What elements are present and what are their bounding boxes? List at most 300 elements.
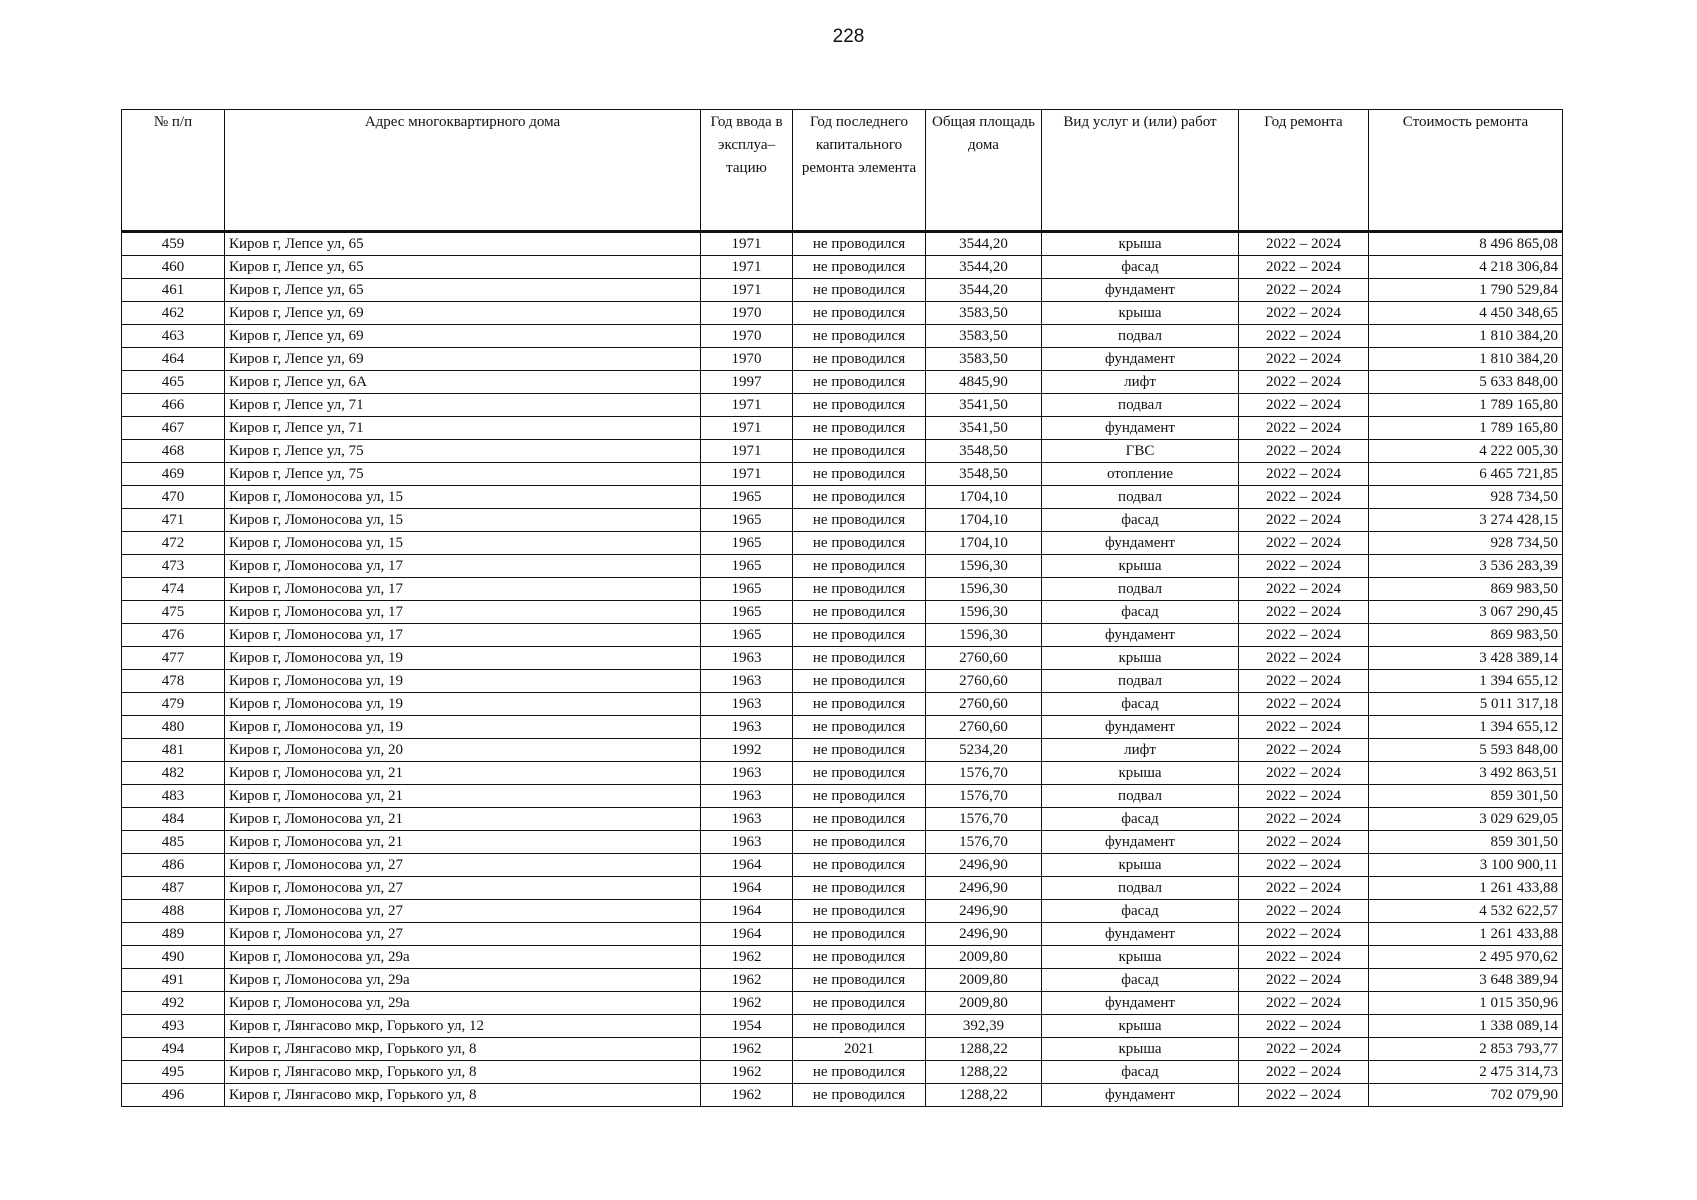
table-body: [122, 232, 1563, 1107]
table-row: [122, 808, 1563, 831]
cell-repair-cost: 5 593 848,00: [1369, 739, 1563, 762]
cell-address: Киров г, Ломоносова ул, 17: [225, 555, 701, 578]
cell-commission-year: 1962: [701, 1061, 793, 1084]
cell-repair-cost: 1 790 529,84: [1369, 279, 1563, 302]
cell-total-area: 2009,80: [926, 946, 1042, 969]
cell-num: 473: [122, 555, 225, 578]
cell-num: 472: [122, 532, 225, 555]
table-row: [122, 785, 1563, 808]
cell-num: 491: [122, 969, 225, 992]
cell-repair-cost: 4 218 306,84: [1369, 256, 1563, 279]
cell-address: Киров г, Ломоносова ул, 29а: [225, 946, 701, 969]
cell-repair-period: 2022 – 2024: [1239, 969, 1369, 992]
cell-address: Киров г, Лянгасово мкр, Горького ул, 8: [225, 1061, 701, 1084]
cell-total-area: 2760,60: [926, 693, 1042, 716]
header-work-type: Вид услуг и (или) работ: [1042, 110, 1239, 232]
cell-total-area: 2496,90: [926, 923, 1042, 946]
cell-repair-period: 2022 – 2024: [1239, 509, 1369, 532]
cell-total-area: 3583,50: [926, 348, 1042, 371]
table-row: [122, 1084, 1563, 1107]
cell-repair-cost: 3 100 900,11: [1369, 854, 1563, 877]
cell-commission-year: 1971: [701, 394, 793, 417]
cell-commission-year: 1971: [701, 440, 793, 463]
cell-num: 474: [122, 578, 225, 601]
cell-total-area: 3548,50: [926, 463, 1042, 486]
cell-address: Киров г, Лепсе ул, 65: [225, 279, 701, 302]
cell-work-type: крыша: [1042, 555, 1239, 578]
table-row: [122, 463, 1563, 486]
cell-repair-cost: 928 734,50: [1369, 532, 1563, 555]
cell-num: 487: [122, 877, 225, 900]
cell-total-area: 3544,20: [926, 256, 1042, 279]
cell-total-area: 1288,22: [926, 1038, 1042, 1061]
cell-address: Киров г, Лепсе ул, 71: [225, 417, 701, 440]
cell-last-repair-year: не проводился: [793, 992, 926, 1015]
cell-repair-period: 2022 – 2024: [1239, 647, 1369, 670]
cell-total-area: 2760,60: [926, 647, 1042, 670]
cell-work-type: подвал: [1042, 325, 1239, 348]
cell-num: 496: [122, 1084, 225, 1107]
repair-registry-table: [121, 109, 1563, 1107]
cell-repair-period: 2022 – 2024: [1239, 716, 1369, 739]
cell-address: Киров г, Ломоносова ул, 19: [225, 647, 701, 670]
cell-address: Киров г, Ломоносова ул, 29а: [225, 969, 701, 992]
header-num: № п/п: [122, 110, 225, 232]
cell-work-type: подвал: [1042, 394, 1239, 417]
cell-num: 480: [122, 716, 225, 739]
cell-last-repair-year: не проводился: [793, 716, 926, 739]
cell-num: 495: [122, 1061, 225, 1084]
cell-commission-year: 1965: [701, 578, 793, 601]
cell-last-repair-year: не проводился: [793, 854, 926, 877]
cell-commission-year: 1971: [701, 232, 793, 256]
cell-repair-period: 2022 – 2024: [1239, 670, 1369, 693]
cell-commission-year: 1963: [701, 831, 793, 854]
cell-num: 471: [122, 509, 225, 532]
cell-work-type: фундамент: [1042, 716, 1239, 739]
cell-total-area: 3583,50: [926, 325, 1042, 348]
cell-last-repair-year: не проводился: [793, 463, 926, 486]
cell-total-area: 2009,80: [926, 992, 1042, 1015]
cell-address: Киров г, Лепсе ул, 71: [225, 394, 701, 417]
cell-last-repair-year: не проводился: [793, 555, 926, 578]
cell-total-area: 1576,70: [926, 785, 1042, 808]
cell-repair-period: 2022 – 2024: [1239, 348, 1369, 371]
cell-repair-period: 2022 – 2024: [1239, 371, 1369, 394]
cell-repair-period: 2022 – 2024: [1239, 279, 1369, 302]
cell-num: 464: [122, 348, 225, 371]
cell-commission-year: 1963: [701, 785, 793, 808]
cell-commission-year: 1962: [701, 946, 793, 969]
cell-last-repair-year: не проводился: [793, 670, 926, 693]
cell-repair-period: 2022 – 2024: [1239, 785, 1369, 808]
cell-repair-period: 2022 – 2024: [1239, 232, 1369, 256]
cell-address: Киров г, Ломоносова ул, 20: [225, 739, 701, 762]
cell-repair-cost: 3 274 428,15: [1369, 509, 1563, 532]
cell-last-repair-year: не проводился: [793, 1061, 926, 1084]
cell-address: Киров г, Лепсе ул, 6А: [225, 371, 701, 394]
cell-total-area: 1288,22: [926, 1061, 1042, 1084]
table-row: [122, 693, 1563, 716]
cell-total-area: 2760,60: [926, 670, 1042, 693]
cell-repair-period: 2022 – 2024: [1239, 417, 1369, 440]
cell-commission-year: 1992: [701, 739, 793, 762]
cell-total-area: 2009,80: [926, 969, 1042, 992]
cell-address: Киров г, Ломоносова ул, 27: [225, 923, 701, 946]
cell-repair-period: 2022 – 2024: [1239, 486, 1369, 509]
cell-work-type: подвал: [1042, 877, 1239, 900]
cell-num: 486: [122, 854, 225, 877]
cell-num: 488: [122, 900, 225, 923]
cell-last-repair-year: не проводился: [793, 624, 926, 647]
cell-commission-year: 1965: [701, 532, 793, 555]
cell-repair-cost: 1 394 655,12: [1369, 716, 1563, 739]
cell-num: 460: [122, 256, 225, 279]
cell-repair-cost: 3 428 389,14: [1369, 647, 1563, 670]
header-last-repair-year: Год последнего капитального ремонта элемента: [793, 110, 926, 232]
cell-repair-cost: 4 450 348,65: [1369, 302, 1563, 325]
cell-work-type: фасад: [1042, 969, 1239, 992]
cell-num: 467: [122, 417, 225, 440]
cell-total-area: 3544,20: [926, 232, 1042, 256]
cell-repair-cost: 8 496 865,08: [1369, 232, 1563, 256]
cell-last-repair-year: 2021: [793, 1038, 926, 1061]
table-row: [122, 854, 1563, 877]
cell-last-repair-year: не проводился: [793, 969, 926, 992]
cell-commission-year: 1963: [701, 716, 793, 739]
cell-commission-year: 1963: [701, 808, 793, 831]
cell-repair-period: 2022 – 2024: [1239, 555, 1369, 578]
cell-total-area: 1576,70: [926, 808, 1042, 831]
cell-address: Киров г, Ломоносова ул, 21: [225, 808, 701, 831]
cell-repair-period: 2022 – 2024: [1239, 693, 1369, 716]
cell-repair-cost: 1 261 433,88: [1369, 877, 1563, 900]
cell-last-repair-year: не проводился: [793, 831, 926, 854]
cell-work-type: крыша: [1042, 232, 1239, 256]
cell-num: 493: [122, 1015, 225, 1038]
cell-repair-period: 2022 – 2024: [1239, 992, 1369, 1015]
cell-repair-cost: 869 983,50: [1369, 578, 1563, 601]
cell-address: Киров г, Ломоносова ул, 27: [225, 854, 701, 877]
cell-work-type: фундамент: [1042, 532, 1239, 555]
cell-commission-year: 1964: [701, 900, 793, 923]
cell-work-type: крыша: [1042, 946, 1239, 969]
table-row: [122, 900, 1563, 923]
cell-num: 462: [122, 302, 225, 325]
cell-total-area: 1288,22: [926, 1084, 1042, 1107]
cell-repair-cost: 1 261 433,88: [1369, 923, 1563, 946]
cell-work-type: фасад: [1042, 256, 1239, 279]
cell-num: 479: [122, 693, 225, 716]
table-row: [122, 716, 1563, 739]
cell-repair-cost: 1 015 350,96: [1369, 992, 1563, 1015]
cell-last-repair-year: не проводился: [793, 417, 926, 440]
cell-repair-cost: 859 301,50: [1369, 785, 1563, 808]
cell-repair-cost: 2 853 793,77: [1369, 1038, 1563, 1061]
cell-last-repair-year: не проводился: [793, 808, 926, 831]
cell-commission-year: 1962: [701, 1038, 793, 1061]
cell-work-type: подвал: [1042, 578, 1239, 601]
cell-commission-year: 1971: [701, 463, 793, 486]
cell-repair-cost: 4 532 622,57: [1369, 900, 1563, 923]
cell-address: Киров г, Лянгасово мкр, Горького ул, 8: [225, 1038, 701, 1061]
cell-repair-period: 2022 – 2024: [1239, 808, 1369, 831]
cell-address: Киров г, Ломоносова ул, 27: [225, 877, 701, 900]
cell-repair-period: 2022 – 2024: [1239, 1084, 1369, 1107]
header-address: Адрес многоквартирного дома: [225, 110, 701, 232]
cell-work-type: фундамент: [1042, 831, 1239, 854]
table-row: [122, 578, 1563, 601]
cell-last-repair-year: не проводился: [793, 877, 926, 900]
cell-repair-period: 2022 – 2024: [1239, 877, 1369, 900]
table-row: [122, 325, 1563, 348]
cell-commission-year: 1963: [701, 762, 793, 785]
cell-repair-cost: 869 983,50: [1369, 624, 1563, 647]
cell-repair-period: 2022 – 2024: [1239, 1038, 1369, 1061]
cell-commission-year: 1963: [701, 670, 793, 693]
table-row: [122, 923, 1563, 946]
cell-work-type: крыша: [1042, 762, 1239, 785]
cell-address: Киров г, Лепсе ул, 75: [225, 440, 701, 463]
cell-commission-year: 1970: [701, 325, 793, 348]
cell-total-area: 1596,30: [926, 578, 1042, 601]
cell-num: 468: [122, 440, 225, 463]
cell-total-area: 5234,20: [926, 739, 1042, 762]
cell-work-type: отопление: [1042, 463, 1239, 486]
cell-repair-cost: 1 338 089,14: [1369, 1015, 1563, 1038]
cell-commission-year: 1964: [701, 854, 793, 877]
cell-repair-period: 2022 – 2024: [1239, 578, 1369, 601]
cell-address: Киров г, Ломоносова ул, 15: [225, 532, 701, 555]
cell-num: 483: [122, 785, 225, 808]
cell-repair-cost: 3 536 283,39: [1369, 555, 1563, 578]
cell-work-type: крыша: [1042, 854, 1239, 877]
table-row: [122, 440, 1563, 463]
cell-work-type: фасад: [1042, 900, 1239, 923]
cell-total-area: 1576,70: [926, 762, 1042, 785]
cell-total-area: 1596,30: [926, 624, 1042, 647]
cell-repair-cost: 1 394 655,12: [1369, 670, 1563, 693]
cell-repair-period: 2022 – 2024: [1239, 394, 1369, 417]
cell-last-repair-year: не проводился: [793, 302, 926, 325]
table-row: [122, 509, 1563, 532]
table-row: [122, 256, 1563, 279]
header-commission-year: Год ввода в эксплуа–тацию: [701, 110, 793, 232]
cell-work-type: подвал: [1042, 486, 1239, 509]
cell-address: Киров г, Ломоносова ул, 19: [225, 670, 701, 693]
cell-last-repair-year: не проводился: [793, 739, 926, 762]
cell-work-type: крыша: [1042, 647, 1239, 670]
cell-repair-period: 2022 – 2024: [1239, 923, 1369, 946]
table-row: [122, 739, 1563, 762]
cell-commission-year: 1997: [701, 371, 793, 394]
table-row: [122, 279, 1563, 302]
cell-repair-period: 2022 – 2024: [1239, 256, 1369, 279]
cell-last-repair-year: не проводился: [793, 371, 926, 394]
cell-work-type: фундамент: [1042, 279, 1239, 302]
cell-repair-period: 2022 – 2024: [1239, 302, 1369, 325]
cell-total-area: 4845,90: [926, 371, 1042, 394]
cell-num: 481: [122, 739, 225, 762]
cell-last-repair-year: не проводился: [793, 325, 926, 348]
table-row: [122, 417, 1563, 440]
cell-num: 489: [122, 923, 225, 946]
cell-repair-cost: 4 222 005,30: [1369, 440, 1563, 463]
table-row: [122, 647, 1563, 670]
cell-total-area: 2496,90: [926, 900, 1042, 923]
cell-work-type: фундамент: [1042, 348, 1239, 371]
cell-last-repair-year: не проводился: [793, 486, 926, 509]
cell-commission-year: 1970: [701, 348, 793, 371]
cell-work-type: фасад: [1042, 509, 1239, 532]
cell-repair-cost: 5 011 317,18: [1369, 693, 1563, 716]
cell-total-area: 2760,60: [926, 716, 1042, 739]
cell-commission-year: 1962: [701, 992, 793, 1015]
cell-address: Киров г, Ломоносова ул, 15: [225, 486, 701, 509]
table-row: [122, 969, 1563, 992]
cell-address: Киров г, Лепсе ул, 65: [225, 256, 701, 279]
table-row: [122, 601, 1563, 624]
cell-repair-cost: 702 079,90: [1369, 1084, 1563, 1107]
cell-address: Киров г, Ломоносова ул, 17: [225, 578, 701, 601]
cell-num: 478: [122, 670, 225, 693]
cell-address: Киров г, Ломоносова ул, 17: [225, 601, 701, 624]
cell-address: Киров г, Лянгасово мкр, Горького ул, 8: [225, 1084, 701, 1107]
cell-commission-year: 1964: [701, 877, 793, 900]
cell-work-type: крыша: [1042, 1038, 1239, 1061]
cell-last-repair-year: не проводился: [793, 279, 926, 302]
cell-work-type: лифт: [1042, 371, 1239, 394]
header-total-area: Общая площадь дома: [926, 110, 1042, 232]
cell-commission-year: 1965: [701, 601, 793, 624]
cell-num: 494: [122, 1038, 225, 1061]
table-row: [122, 1015, 1563, 1038]
cell-num: 465: [122, 371, 225, 394]
cell-commission-year: 1965: [701, 486, 793, 509]
cell-num: 490: [122, 946, 225, 969]
cell-last-repair-year: не проводился: [793, 232, 926, 256]
cell-repair-period: 2022 – 2024: [1239, 946, 1369, 969]
cell-num: 469: [122, 463, 225, 486]
table-header: [122, 110, 1563, 232]
cell-repair-cost: 3 067 290,45: [1369, 601, 1563, 624]
cell-address: Киров г, Ломоносова ул, 21: [225, 831, 701, 854]
table-row: [122, 992, 1563, 1015]
cell-repair-period: 2022 – 2024: [1239, 601, 1369, 624]
table-row: [122, 555, 1563, 578]
cell-address: Киров г, Ломоносова ул, 19: [225, 716, 701, 739]
cell-repair-period: 2022 – 2024: [1239, 831, 1369, 854]
cell-address: Киров г, Лепсе ул, 69: [225, 302, 701, 325]
cell-repair-period: 2022 – 2024: [1239, 739, 1369, 762]
cell-repair-cost: 1 789 165,80: [1369, 417, 1563, 440]
table-row: [122, 394, 1563, 417]
table-row: [122, 1038, 1563, 1061]
cell-repair-cost: 1 789 165,80: [1369, 394, 1563, 417]
header-row: [122, 110, 1563, 232]
table-row: [122, 348, 1563, 371]
cell-total-area: 3541,50: [926, 417, 1042, 440]
table-row: [122, 302, 1563, 325]
cell-repair-cost: 859 301,50: [1369, 831, 1563, 854]
cell-work-type: подвал: [1042, 785, 1239, 808]
cell-commission-year: 1954: [701, 1015, 793, 1038]
table-row: [122, 232, 1563, 256]
cell-repair-period: 2022 – 2024: [1239, 325, 1369, 348]
cell-address: Киров г, Ломоносова ул, 15: [225, 509, 701, 532]
cell-repair-cost: 1 810 384,20: [1369, 325, 1563, 348]
cell-num: 484: [122, 808, 225, 831]
cell-repair-period: 2022 – 2024: [1239, 854, 1369, 877]
cell-last-repair-year: не проводился: [793, 256, 926, 279]
cell-total-area: 392,39: [926, 1015, 1042, 1038]
cell-address: Киров г, Лепсе ул, 69: [225, 325, 701, 348]
cell-address: Киров г, Ломоносова ул, 29а: [225, 992, 701, 1015]
cell-commission-year: 1963: [701, 693, 793, 716]
cell-address: Киров г, Лепсе ул, 65: [225, 232, 701, 256]
cell-work-type: фундамент: [1042, 624, 1239, 647]
cell-work-type: фундамент: [1042, 417, 1239, 440]
cell-last-repair-year: не проводился: [793, 601, 926, 624]
page-number: 228: [832, 26, 865, 47]
cell-last-repair-year: не проводился: [793, 900, 926, 923]
cell-address: Киров г, Лепсе ул, 75: [225, 463, 701, 486]
cell-last-repair-year: не проводился: [793, 578, 926, 601]
cell-work-type: фасад: [1042, 601, 1239, 624]
cell-num: 475: [122, 601, 225, 624]
table-row: [122, 946, 1563, 969]
cell-repair-period: 2022 – 2024: [1239, 1015, 1369, 1038]
cell-num: 470: [122, 486, 225, 509]
table-row: [122, 1061, 1563, 1084]
cell-repair-cost: 3 648 389,94: [1369, 969, 1563, 992]
cell-num: 482: [122, 762, 225, 785]
cell-total-area: 1576,70: [926, 831, 1042, 854]
cell-work-type: крыша: [1042, 302, 1239, 325]
cell-num: 466: [122, 394, 225, 417]
cell-repair-cost: 5 633 848,00: [1369, 371, 1563, 394]
cell-commission-year: 1962: [701, 1084, 793, 1107]
table-row: [122, 624, 1563, 647]
cell-total-area: 1596,30: [926, 601, 1042, 624]
cell-total-area: 2496,90: [926, 854, 1042, 877]
table-row: [122, 877, 1563, 900]
cell-num: 459: [122, 232, 225, 256]
cell-repair-period: 2022 – 2024: [1239, 440, 1369, 463]
cell-total-area: 1704,10: [926, 532, 1042, 555]
cell-work-type: фундамент: [1042, 923, 1239, 946]
cell-repair-cost: 3 492 863,51: [1369, 762, 1563, 785]
table-row: [122, 831, 1563, 854]
cell-repair-period: 2022 – 2024: [1239, 900, 1369, 923]
table-row: [122, 762, 1563, 785]
cell-last-repair-year: не проводился: [793, 348, 926, 371]
cell-commission-year: 1964: [701, 923, 793, 946]
cell-repair-period: 2022 – 2024: [1239, 1061, 1369, 1084]
cell-commission-year: 1970: [701, 302, 793, 325]
cell-total-area: 1704,10: [926, 509, 1042, 532]
cell-commission-year: 1971: [701, 417, 793, 440]
cell-total-area: 3544,20: [926, 279, 1042, 302]
cell-work-type: подвал: [1042, 670, 1239, 693]
cell-address: Киров г, Ломоносова ул, 27: [225, 900, 701, 923]
cell-commission-year: 1965: [701, 555, 793, 578]
cell-commission-year: 1963: [701, 647, 793, 670]
cell-num: 476: [122, 624, 225, 647]
cell-last-repair-year: не проводился: [793, 532, 926, 555]
table-row: [122, 371, 1563, 394]
header-repair-cost: Стоимость ремонта: [1369, 110, 1563, 232]
